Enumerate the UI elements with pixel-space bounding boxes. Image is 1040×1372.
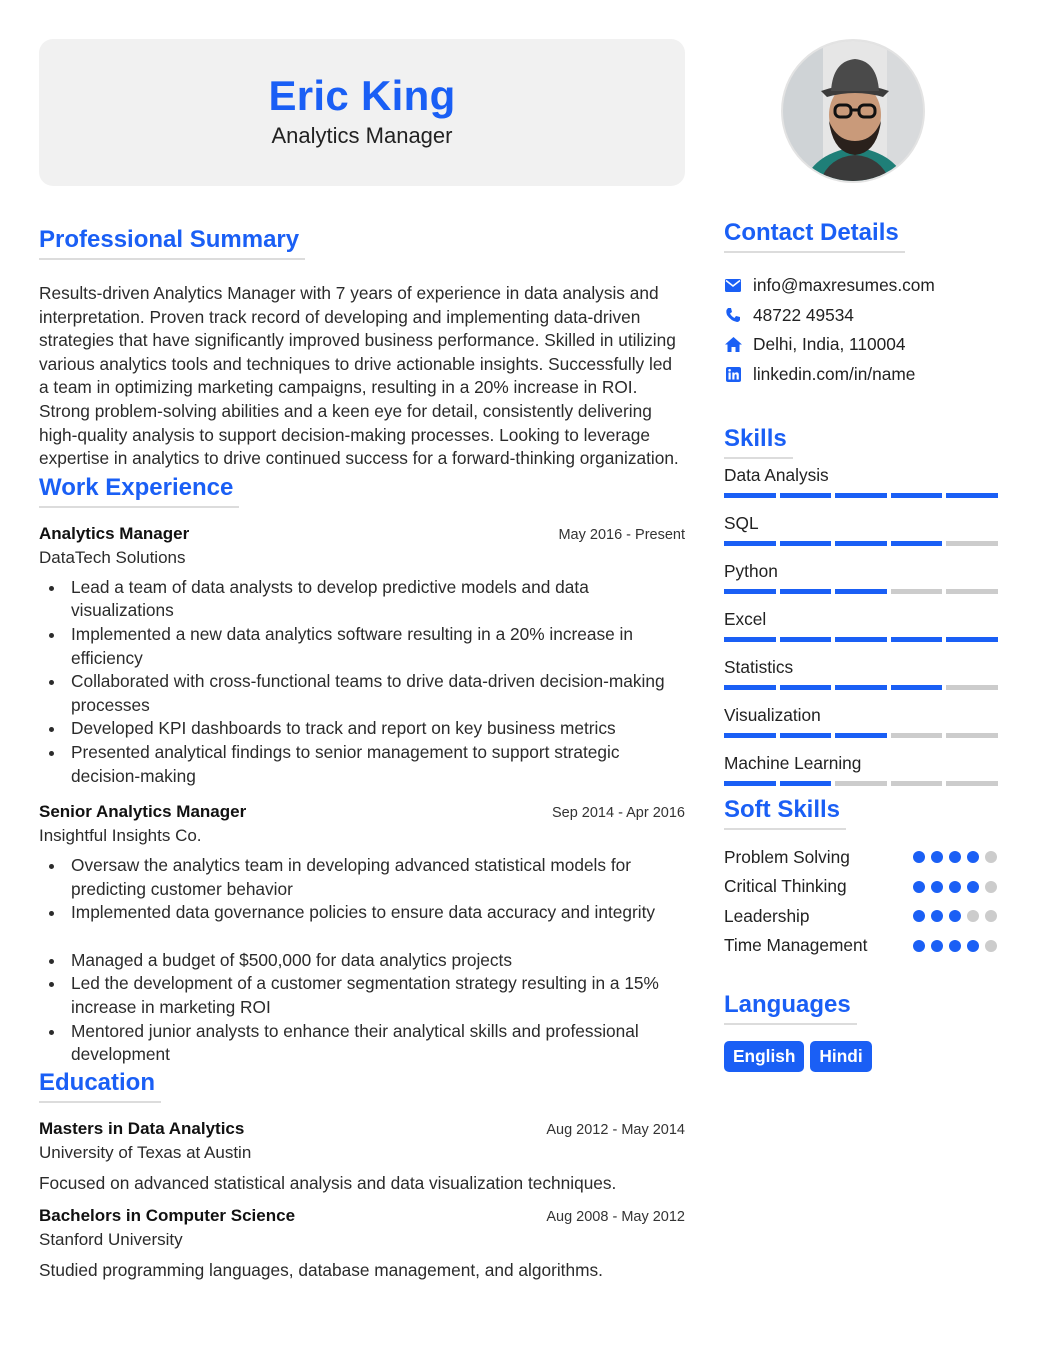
skill-bar-segment <box>891 733 943 738</box>
school-name: Stanford University <box>39 1229 183 1249</box>
contact-phone-text: 48722 49534 <box>753 304 854 325</box>
skill-name: Python <box>724 561 778 582</box>
skill-bar-segment <box>946 685 998 690</box>
skill-bar-segment <box>780 589 832 594</box>
header-card <box>39 39 685 186</box>
rating-dot <box>949 940 961 952</box>
rating-dot <box>985 851 997 863</box>
language-tag: English <box>724 1041 804 1072</box>
section-title-languages: Languages <box>724 991 857 1025</box>
languages-list <box>724 1041 1004 1072</box>
skill-bar-segment <box>891 781 943 786</box>
soft-skill-item <box>724 842 1004 872</box>
section-title-contact: Contact Details <box>724 219 905 253</box>
skill-level-bars <box>724 781 1004 786</box>
skill-name: Visualization <box>724 705 821 726</box>
skill-bar-segment <box>946 493 998 498</box>
skill-item <box>724 513 1004 546</box>
soft-skill-item <box>724 872 1004 902</box>
skill-bar-segment <box>946 733 998 738</box>
contact-email-text: info@maxresumes.com <box>753 275 935 296</box>
rating-dot <box>931 940 943 952</box>
degree-dates: Aug 2012 - May 2014 <box>546 1121 685 1138</box>
rating-dot <box>949 910 961 922</box>
skill-bar-segment <box>891 541 943 546</box>
skill-item <box>724 705 1004 738</box>
section-title-summary: Professional Summary <box>39 226 305 260</box>
linkedin-icon <box>724 366 742 384</box>
soft-skill-rating <box>913 940 997 952</box>
skill-name: SQL <box>724 513 759 534</box>
skill-bar-segment <box>780 637 832 642</box>
bullet-item: Led the development of a customer segmentation strategy resulting in a 15% increase in marketing ROI <box>39 972 685 1019</box>
candidate-role: Analytics Manager <box>271 123 453 148</box>
skill-item <box>724 609 1004 642</box>
skill-bar-segment <box>835 685 887 690</box>
soft-skill-name: Leadership <box>724 905 810 926</box>
skill-bar-segment <box>946 637 998 642</box>
rating-dot <box>985 881 997 893</box>
bullet-item: Collaborated with cross-functional teams to drive data-driven decision-making processes <box>39 670 685 717</box>
job-title: Senior Analytics Manager <box>39 802 247 822</box>
skill-bar-segment <box>835 637 887 642</box>
skill-bar-segment <box>946 589 998 594</box>
skill-bar-segment <box>780 685 832 690</box>
contact-address <box>724 330 1004 360</box>
bullet-item: Implemented a new data analytics software resulting in a 20% increase in efficiency <box>39 623 685 670</box>
skill-bar-segment <box>724 637 776 642</box>
degree-dates: Aug 2008 - May 2012 <box>546 1208 685 1225</box>
rating-dot <box>931 881 943 893</box>
degree-title: Masters in Data Analytics <box>39 1118 245 1138</box>
skill-item <box>724 465 1004 498</box>
soft-skill-rating <box>913 881 997 893</box>
skill-item <box>724 753 1004 786</box>
contact-email[interactable] <box>724 271 1004 301</box>
bullet-item: Presented analytical findings to senior management to support strategic decision-making <box>39 741 685 788</box>
skill-bar-segment <box>780 781 832 786</box>
skill-bar-segment <box>835 541 887 546</box>
job-entry <box>39 524 685 788</box>
skill-name: Machine Learning <box>724 753 862 774</box>
education-description: Studied programming languages, database management, and algorithms. <box>39 1259 603 1280</box>
skill-level-bars <box>724 493 1004 498</box>
rating-dot <box>949 851 961 863</box>
rating-dot <box>913 851 925 863</box>
candidate-name: Eric King <box>268 72 456 119</box>
skill-bar-segment <box>946 781 998 786</box>
contact-linkedin[interactable] <box>724 360 1004 390</box>
rating-dot <box>985 940 997 952</box>
section-title-skills: Skills <box>724 425 793 459</box>
job-bullets <box>39 854 685 1067</box>
sidebar-column <box>724 39 1004 1072</box>
contact-list <box>724 271 1004 389</box>
bullet-item: Developed KPI dashboards to track and report on key business metrics <box>39 717 685 741</box>
skill-bar-segment <box>724 589 776 594</box>
rating-dot <box>913 910 925 922</box>
language-tag: Hindi <box>810 1041 871 1072</box>
skill-bar-segment <box>780 733 832 738</box>
envelope-icon <box>724 277 742 295</box>
skill-bar-segment <box>891 685 943 690</box>
skills-list <box>724 465 1004 786</box>
skill-level-bars <box>724 589 1004 594</box>
skill-bar-segment <box>724 493 776 498</box>
bullet-item: Implemented data governance policies to ensure data accuracy and integrity <box>39 901 685 925</box>
skill-name: Data Analysis <box>724 465 829 486</box>
bullet-item: Lead a team of data analysts to develop predictive models and data visualizations <box>39 576 685 623</box>
avatar <box>781 39 925 183</box>
soft-skill-rating <box>913 851 997 863</box>
main-column <box>39 39 685 1281</box>
soft-skill-name: Critical Thinking <box>724 876 847 897</box>
rating-dot <box>985 910 997 922</box>
job-bullets <box>39 576 685 788</box>
skill-name: Statistics <box>724 657 794 678</box>
skill-bar-segment <box>780 541 832 546</box>
avatar-photo <box>783 41 925 183</box>
job-company: Insightful Insights Co. <box>39 826 202 846</box>
skill-level-bars <box>724 685 1004 690</box>
skill-bar-segment <box>724 733 776 738</box>
skill-bar-segment <box>835 493 887 498</box>
skill-bar-segment <box>724 781 776 786</box>
skill-level-bars <box>724 733 1004 738</box>
skill-bar-segment <box>835 733 887 738</box>
soft-skill-name: Problem Solving <box>724 846 850 867</box>
phone-icon <box>724 306 742 324</box>
rating-dot <box>931 910 943 922</box>
education-description: Focused on advanced statistical analysis and data visualization techniques. <box>39 1172 617 1193</box>
job-dates: Sep 2014 - Apr 2016 <box>551 805 685 822</box>
rating-dot <box>913 881 925 893</box>
rating-dot <box>967 940 979 952</box>
rating-dot <box>967 881 979 893</box>
summary-text: Results-driven Analytics Manager with 7 years of experience in data analysis and interpretation. Proven track record of developing and implementing data-driven strategies that have significantly improved business performance. Skilled in utilizing various analytics tools and techniques to drive actionable insights. Successfully led a team in optimizing marketing campaigns, resulting in a 20% increase in ROI. Strong problem-solving abilities and a keen eye for detail, consistently delivering high-quality analysis to support decision-making processes. Looking to leverage expertise in analytics to drive continued success for a forward-thinking organization. <box>39 283 679 469</box>
skill-bar-segment <box>835 781 887 786</box>
degree-title: Bachelors in Computer Science <box>39 1205 296 1225</box>
job-dates: May 2016 - Present <box>558 526 685 543</box>
soft-skill-rating <box>913 910 997 922</box>
skill-bar-segment <box>724 685 776 690</box>
bullet-item: Managed a budget of $500,000 for data analytics projects <box>39 949 685 973</box>
school-name: University of Texas at Austin <box>39 1142 252 1162</box>
contact-phone[interactable] <box>724 301 1004 331</box>
education-entry <box>39 1119 685 1194</box>
section-title-education: Education <box>39 1069 161 1103</box>
section-title-soft-skills: Soft Skills <box>724 796 846 830</box>
skill-bar-segment <box>946 541 998 546</box>
skill-bar-segment <box>780 493 832 498</box>
skill-item <box>724 561 1004 594</box>
skill-bar-segment <box>891 493 943 498</box>
skill-level-bars <box>724 541 1004 546</box>
bullet-item: Mentored junior analysts to enhance their analytical skills and professional development <box>39 1020 685 1067</box>
skill-bar-segment <box>891 637 943 642</box>
contact-address-text: Delhi, India, 110004 <box>753 334 906 355</box>
skill-name: Excel <box>724 609 767 630</box>
soft-skill-name: Time Management <box>724 935 868 956</box>
home-icon <box>724 336 742 354</box>
rating-dot <box>913 940 925 952</box>
skill-item <box>724 657 1004 690</box>
rating-dot <box>967 851 979 863</box>
soft-skill-item <box>724 931 1004 961</box>
bullet-item: Oversaw the analytics team in developing advanced statistical models for predicting customer behavior <box>39 854 685 901</box>
job-title: Analytics Manager <box>39 523 190 543</box>
soft-skill-item <box>724 902 1004 932</box>
section-title-experience: Work Experience <box>39 474 239 508</box>
education-entry <box>39 1206 685 1281</box>
soft-skills-list <box>724 842 1004 960</box>
skill-bar-segment <box>724 541 776 546</box>
skill-bar-segment <box>835 589 887 594</box>
contact-linkedin-text: linkedin.com/in/name <box>753 364 916 385</box>
rating-dot <box>949 881 961 893</box>
rating-dot <box>967 910 979 922</box>
rating-dot <box>931 851 943 863</box>
job-entry <box>39 802 685 1067</box>
job-company: DataTech Solutions <box>39 547 186 567</box>
skill-level-bars <box>724 637 1004 642</box>
skill-bar-segment <box>891 589 943 594</box>
